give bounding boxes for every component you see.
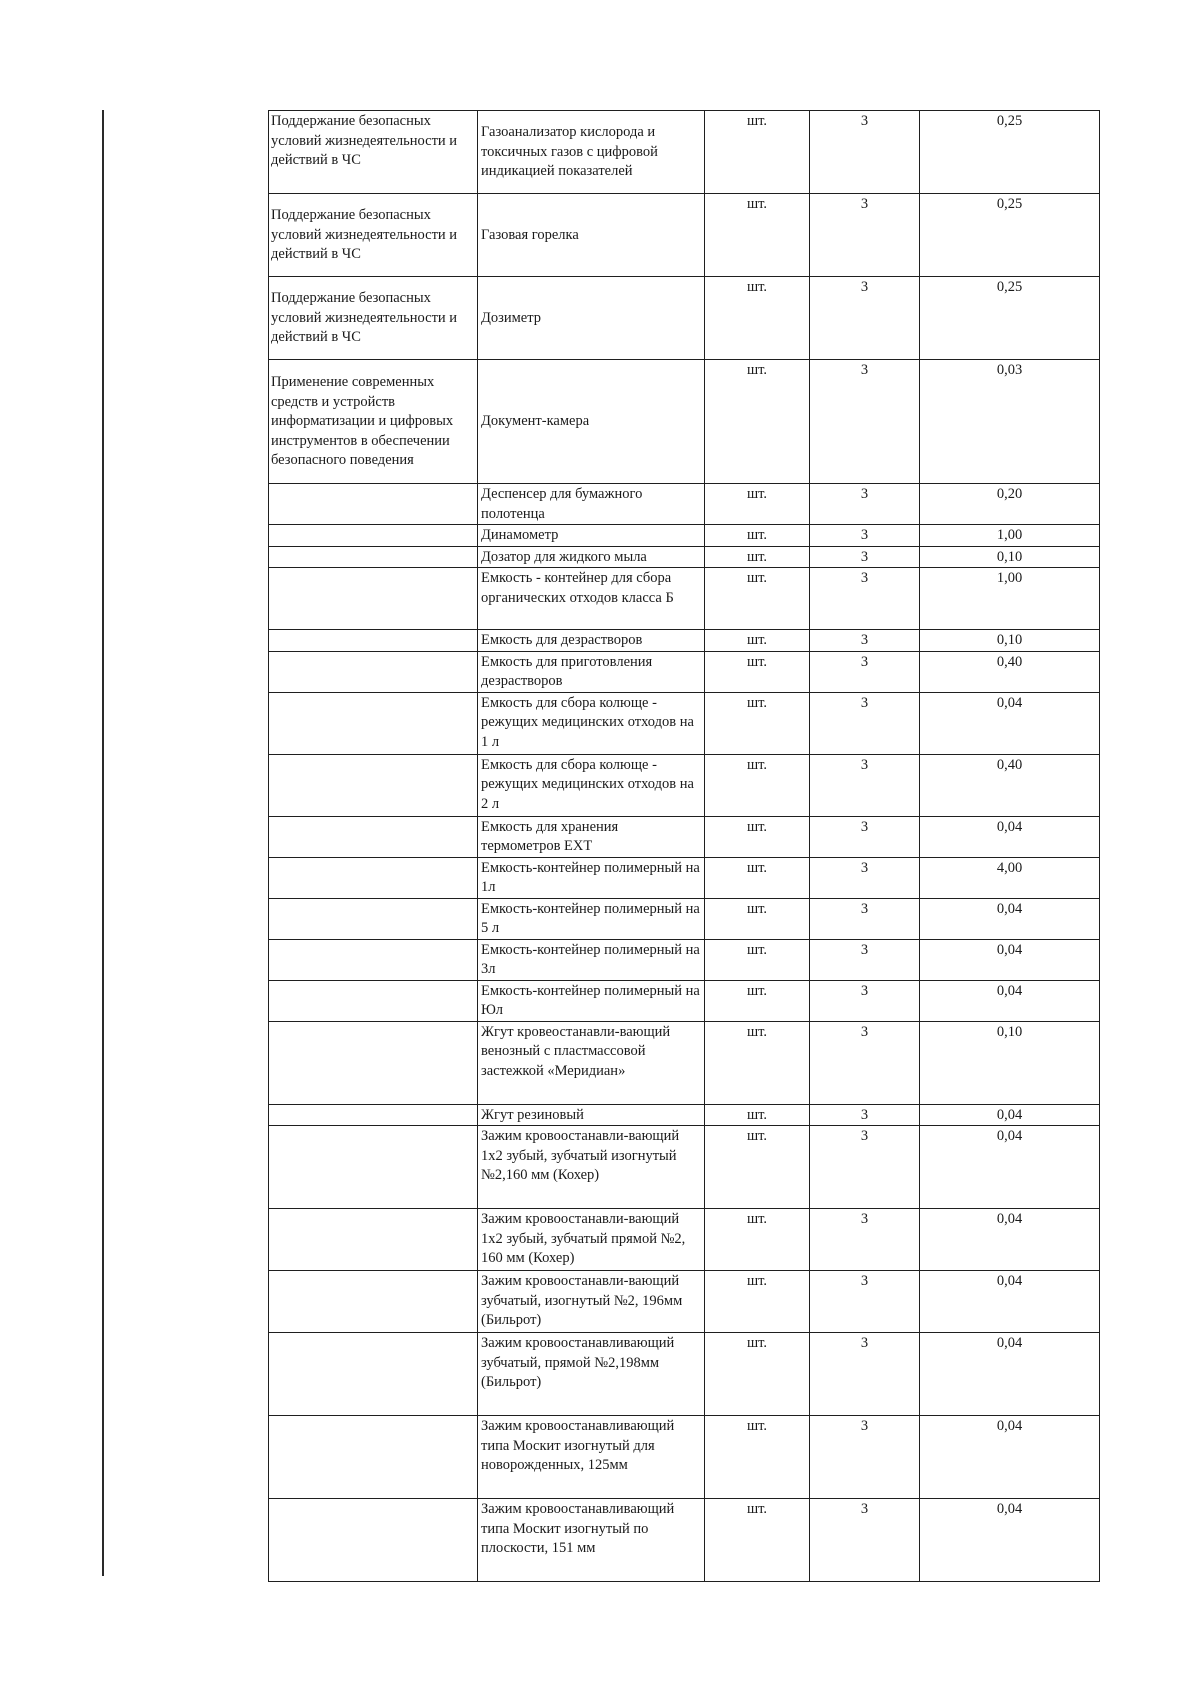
left-margin-rule <box>102 110 104 1576</box>
table-row <box>269 939 1100 980</box>
norm-cell: 0,04 <box>920 898 1100 939</box>
norm-cell: 0,04 <box>920 1333 1100 1416</box>
norm-cell: 1,00 <box>920 568 1100 630</box>
quantity-cell: 3 <box>810 692 920 754</box>
norm-cell: 0,04 <box>920 1416 1100 1499</box>
norm-cell: 0,04 <box>920 1499 1100 1582</box>
table-row <box>269 692 1100 754</box>
quantity-cell: 3 <box>810 277 920 360</box>
table-row <box>269 360 1100 484</box>
unit-cell: шт. <box>705 1209 810 1271</box>
norm-cell: 1,00 <box>920 525 1100 547</box>
item-name-cell: Газоанализатор кислорода и токсичных газов с цифровой индикацией показателей <box>478 111 705 194</box>
norm-cell: 4,00 <box>920 857 1100 898</box>
unit-cell: шт. <box>705 898 810 939</box>
table-row <box>269 277 1100 360</box>
topic-cell <box>269 630 478 652</box>
quantity-cell: 3 <box>810 484 920 525</box>
table-row <box>269 568 1100 630</box>
item-name-cell: Зажим кровоостанавливающий типа Москит изогнутый для новорожденных, 125мм <box>478 1416 705 1499</box>
table-row <box>269 630 1100 652</box>
item-name-cell: Зажим кровоостанавливающий зубчатый, прямой №2,198мм (Бильрот) <box>478 1333 705 1416</box>
norm-cell: 0,04 <box>920 692 1100 754</box>
item-name-cell: Документ-камера <box>478 360 705 484</box>
item-name-cell: Емкость-контейнер полимерный на 5 л <box>478 898 705 939</box>
unit-cell: шт. <box>705 1021 810 1104</box>
topic-cell <box>269 857 478 898</box>
norm-cell: 0,04 <box>920 1104 1100 1126</box>
item-name-cell: Емкость - контейнер для сбора органических отходов класса Б <box>478 568 705 630</box>
item-name-cell: Емкость для приготовления дезрастворов <box>478 651 705 692</box>
norm-cell: 0,25 <box>920 277 1100 360</box>
topic-cell <box>269 898 478 939</box>
unit-cell: шт. <box>705 525 810 547</box>
norm-cell: 0,04 <box>920 980 1100 1021</box>
unit-cell: шт. <box>705 857 810 898</box>
quantity-cell: 3 <box>810 630 920 652</box>
topic-cell <box>269 651 478 692</box>
unit-cell: шт. <box>705 194 810 277</box>
item-name-cell: Жгут резиновый <box>478 1104 705 1126</box>
table-row <box>269 754 1100 816</box>
norm-cell: 0,04 <box>920 1271 1100 1333</box>
topic-cell <box>269 692 478 754</box>
quantity-cell: 3 <box>810 651 920 692</box>
item-name-cell: Зажим кровоостанавли-вающий зубчатый, изогнутый №2, 196мм (Бильрот) <box>478 1271 705 1333</box>
topic-cell <box>269 980 478 1021</box>
item-name-cell: Емкость-контейнер полимерный на Юл <box>478 980 705 1021</box>
table-row <box>269 1209 1100 1271</box>
quantity-cell: 3 <box>810 1021 920 1104</box>
unit-cell: шт. <box>705 277 810 360</box>
item-name-cell: Жгут кровеостанавли-вающий венозный с пластмассовой застежкой «Меридиан» <box>478 1021 705 1104</box>
unit-cell: шт. <box>705 816 810 857</box>
table-row <box>269 484 1100 525</box>
table-row <box>269 1416 1100 1499</box>
item-name-cell: Дозатор для жидкого мыла <box>478 546 705 568</box>
table-row <box>269 816 1100 857</box>
unit-cell: шт. <box>705 546 810 568</box>
table-row <box>269 1104 1100 1126</box>
norm-cell: 0,10 <box>920 1021 1100 1104</box>
unit-cell: шт. <box>705 1104 810 1126</box>
unit-cell: шт. <box>705 692 810 754</box>
quantity-cell: 3 <box>810 1209 920 1271</box>
norm-cell: 0,20 <box>920 484 1100 525</box>
table-row <box>269 1271 1100 1333</box>
equipment-table <box>268 110 1100 1582</box>
quantity-cell: 3 <box>810 816 920 857</box>
topic-cell <box>269 939 478 980</box>
unit-cell: шт. <box>705 754 810 816</box>
table-row <box>269 111 1100 194</box>
unit-cell: шт. <box>705 980 810 1021</box>
item-name-cell: Емкость-контейнер полимерный на 3л <box>478 939 705 980</box>
quantity-cell: 3 <box>810 568 920 630</box>
norm-cell: 0,10 <box>920 630 1100 652</box>
topic-cell: Поддержание безопасных условий жизнедеятельности и действий в ЧС <box>269 194 478 277</box>
item-name-cell: Емкость для хранения термометров ЕХТ <box>478 816 705 857</box>
quantity-cell: 3 <box>810 1104 920 1126</box>
topic-cell: Поддержание безопасных условий жизнедеятельности и действий в ЧС <box>269 111 478 194</box>
item-name-cell: Газовая горелка <box>478 194 705 277</box>
topic-cell <box>269 525 478 547</box>
quantity-cell: 3 <box>810 1271 920 1333</box>
item-name-cell: Зажим кровоостанавливающий типа Москит изогнутый по плоскости, 151 мм <box>478 1499 705 1582</box>
quantity-cell: 3 <box>810 111 920 194</box>
unit-cell: шт. <box>705 568 810 630</box>
topic-cell <box>269 1271 478 1333</box>
item-name-cell: Емкость для сбора колюще - режущих медицинских отходов на 1 л <box>478 692 705 754</box>
topic-cell <box>269 1126 478 1209</box>
topic-cell <box>269 1021 478 1104</box>
norm-cell: 0,40 <box>920 651 1100 692</box>
table-row <box>269 857 1100 898</box>
unit-cell: шт. <box>705 630 810 652</box>
topic-cell <box>269 754 478 816</box>
table-row <box>269 194 1100 277</box>
item-name-cell: Емкость-контейнер полимерный на 1л <box>478 857 705 898</box>
table-row <box>269 546 1100 568</box>
quantity-cell: 3 <box>810 525 920 547</box>
quantity-cell: 3 <box>810 194 920 277</box>
quantity-cell: 3 <box>810 980 920 1021</box>
unit-cell: шт. <box>705 1126 810 1209</box>
item-name-cell: Динамометр <box>478 525 705 547</box>
table-row <box>269 1499 1100 1582</box>
table-row <box>269 525 1100 547</box>
quantity-cell: 3 <box>810 546 920 568</box>
topic-cell <box>269 1416 478 1499</box>
norm-cell: 0,04 <box>920 1126 1100 1209</box>
item-name-cell: Зажим кровоостанавли-вающий 1х2 зубый, зубчатый прямой №2, 160 мм (Кохер) <box>478 1209 705 1271</box>
quantity-cell: 3 <box>810 1333 920 1416</box>
item-name-cell: Емкость для сбора колюще - режущих медицинских отходов на 2 л <box>478 754 705 816</box>
topic-cell <box>269 546 478 568</box>
topic-cell <box>269 1209 478 1271</box>
norm-cell: 0,10 <box>920 546 1100 568</box>
table-row <box>269 898 1100 939</box>
topic-cell <box>269 484 478 525</box>
unit-cell: шт. <box>705 1416 810 1499</box>
quantity-cell: 3 <box>810 754 920 816</box>
quantity-cell: 3 <box>810 939 920 980</box>
item-name-cell: Деспенсер для бумажного полотенца <box>478 484 705 525</box>
unit-cell: шт. <box>705 1271 810 1333</box>
item-name-cell: Емкость для дезрастворов <box>478 630 705 652</box>
quantity-cell: 3 <box>810 360 920 484</box>
unit-cell: шт. <box>705 111 810 194</box>
quantity-cell: 3 <box>810 1499 920 1582</box>
quantity-cell: 3 <box>810 1126 920 1209</box>
topic-cell: Поддержание безопасных условий жизнедеятельности и действий в ЧС <box>269 277 478 360</box>
norm-cell: 0,25 <box>920 111 1100 194</box>
unit-cell: шт. <box>705 651 810 692</box>
unit-cell: шт. <box>705 360 810 484</box>
equipment-table-body <box>269 111 1100 1582</box>
norm-cell: 0,03 <box>920 360 1100 484</box>
norm-cell: 0,04 <box>920 816 1100 857</box>
unit-cell: шт. <box>705 939 810 980</box>
table-row <box>269 1021 1100 1104</box>
topic-cell <box>269 1104 478 1126</box>
unit-cell: шт. <box>705 1499 810 1582</box>
item-name-cell: Дозиметр <box>478 277 705 360</box>
topic-cell <box>269 1499 478 1582</box>
unit-cell: шт. <box>705 1333 810 1416</box>
norm-cell: 0,04 <box>920 939 1100 980</box>
table-row <box>269 1333 1100 1416</box>
norm-cell: 0,25 <box>920 194 1100 277</box>
quantity-cell: 3 <box>810 857 920 898</box>
norm-cell: 0,40 <box>920 754 1100 816</box>
table-row <box>269 1126 1100 1209</box>
norm-cell: 0,04 <box>920 1209 1100 1271</box>
table-row <box>269 651 1100 692</box>
quantity-cell: 3 <box>810 1416 920 1499</box>
topic-cell: Применение современных средств и устройств информатизации и цифровых инструментов в обеспечении безопасного поведения <box>269 360 478 484</box>
quantity-cell: 3 <box>810 898 920 939</box>
topic-cell <box>269 568 478 630</box>
topic-cell <box>269 1333 478 1416</box>
unit-cell: шт. <box>705 484 810 525</box>
item-name-cell: Зажим кровоостанавли-вающий 1х2 зубый, зубчатый изогнутый №2,160 мм (Кохер) <box>478 1126 705 1209</box>
topic-cell <box>269 816 478 857</box>
table-row <box>269 980 1100 1021</box>
